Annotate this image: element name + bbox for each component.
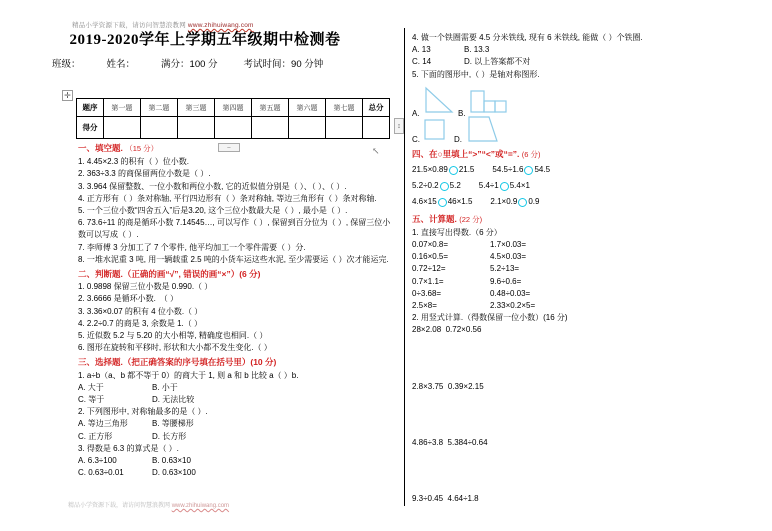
compare-right-expression: 54.5: [534, 165, 551, 175]
score-table-cell[interactable]: [363, 117, 390, 139]
compare-circle[interactable]: [500, 182, 509, 191]
figure-label-d: D.: [454, 134, 462, 144]
choice-option[interactable]: B. 0.63×10: [152, 456, 191, 466]
question-stem: 1. a÷b（a、b 都不等于 0）的商大于 1, 则 a 和 b 比较 a（ ）b.: [78, 370, 299, 380]
score-table-header-cell: 总分: [363, 99, 390, 117]
choice-option[interactable]: D. 长方形: [152, 431, 187, 441]
score-table-header-cell: 第一题: [103, 99, 140, 117]
score-table-cell[interactable]: [214, 117, 251, 139]
page-title: 2019-2020学年上学期五年级期中检测卷: [69, 32, 341, 48]
compare-right-expression: 21.5: [458, 165, 475, 175]
compare-left-expression: 54.5÷1.6: [492, 165, 524, 175]
figure-label-c: C.: [412, 134, 420, 144]
choice-option[interactable]: B. 等腰梯形: [152, 419, 194, 429]
section-4-heading: 四、在○里填上“>”“<”或“=”. (6 分): [412, 148, 541, 159]
square-icon: [424, 118, 450, 142]
choice-option[interactable]: C. 0.63÷0.01: [78, 468, 124, 478]
fill-in-blank-item: 5. 一个三位小数“四舍五入”后是3.20, 这个三位小数最大是（ ）, 最小是（ ）.: [78, 206, 348, 216]
compare-circle[interactable]: [438, 198, 447, 207]
fill-in-blank-item: 7. 李师傅 3 分加工了 7 个零件, 他平均加工一个零件需要（ ）分.: [78, 242, 306, 252]
compare-left-expression: 5.4÷1: [478, 181, 499, 191]
choice-option[interactable]: A. 13: [412, 45, 431, 55]
fill-in-blank-item: 4. 正方形有（ ）条对称轴, 平行四边形有（ ）条对称轴, 等边三角形有（ ）条对称轴.: [78, 193, 377, 203]
fill-in-blank-item: 1. 4.45×2.3 的积有（ ）位小数.: [78, 157, 189, 167]
bottom-watermark-url: www.zhihuiwang.com: [171, 503, 230, 509]
true-false-item: 5. 近似数 5.2 与 5.20 的大小相等, 精确度也相同.（ ）: [78, 331, 268, 341]
choice-option[interactable]: B. 13.3: [464, 45, 490, 55]
compare-row: [412, 196, 730, 208]
figure-label-b: B.: [458, 108, 466, 118]
right-triangle-icon: [424, 86, 454, 114]
vertical-calc-expression[interactable]: 4.86÷3.8: [412, 437, 444, 447]
fill-in-blank-item: 6. 73.6÷11 的商是循环小数 7.14545…, 可以写作（ ）, 保留到百分位为（ ）, 保留三位小数可以写成（ ）.: [78, 218, 391, 240]
bottom-watermark-text: 精品小学资源下载，请访问智慧浪教网: [68, 503, 171, 509]
mental-math-row: [412, 300, 730, 312]
answer-workspace[interactable]: [412, 449, 730, 493]
left-column: [78, 140, 398, 479]
choice-option[interactable]: C. 等于: [78, 395, 105, 405]
column-divider: [404, 28, 405, 506]
compare-right-expression: 0.9: [528, 197, 540, 207]
compare-right-expression: 5.4×1: [509, 181, 530, 191]
figure-label-a: A.: [412, 108, 420, 118]
compare-circle[interactable]: [440, 182, 449, 191]
figure-group: [412, 84, 730, 146]
mental-math-expression[interactable]: 0÷3.68=: [412, 288, 442, 298]
vertical-calc-row: [412, 381, 730, 393]
table-collapse-button[interactable]: −: [218, 143, 240, 152]
score-table-cell[interactable]: [140, 117, 177, 139]
option-row: [78, 431, 398, 443]
answer-workspace[interactable]: [412, 393, 730, 437]
compare-row: [412, 180, 730, 192]
mental-math-row: [412, 251, 730, 263]
mental-math-expression[interactable]: 0.48÷0.03=: [490, 288, 531, 298]
score-table: [76, 98, 390, 139]
option-row: [78, 455, 398, 467]
score-table-header-cell: 第三题: [177, 99, 214, 117]
choice-option[interactable]: B. 小于: [152, 382, 178, 392]
vertical-calc-expression[interactable]: 28×2.08: [412, 325, 442, 335]
answer-workspace[interactable]: [412, 337, 730, 381]
section-1-heading: 一、填空题. （15 分）: [78, 143, 159, 153]
compare-right-expression: 5.2: [449, 181, 461, 191]
fill-in-blank-item: 2. 363÷3.3 的商保留两位小数是（ ）.: [78, 169, 211, 179]
score-table-cell[interactable]: [251, 117, 288, 139]
mental-math-expression[interactable]: 9.6÷0.6=: [490, 276, 522, 286]
compare-circle[interactable]: [518, 198, 527, 207]
name-label: 姓名：: [106, 59, 136, 70]
mental-math-expression[interactable]: 4.5×0.03=: [490, 252, 527, 262]
score-table-cell[interactable]: [326, 117, 363, 139]
mental-math-expression[interactable]: 0.7×1.1=: [412, 276, 444, 286]
section-3-heading: 三、选择题.（把正确答案的序号填在括号里）(10 分): [78, 357, 277, 368]
section-5-sub2-title: 2. 用竖式计算.（得数保留一位小数）(16 分): [412, 313, 568, 323]
vertical-calc-row: [412, 493, 730, 505]
table-resize-button[interactable]: ↕: [394, 118, 404, 134]
trapezoid-icon: [467, 114, 501, 144]
total-score-label: 满分：100 分: [161, 59, 218, 70]
question-stem: 4. 做一个铁圈需要 4.5 分米铁线, 现有 6 米铁线, 能做（ ）个铁圈.: [412, 33, 643, 42]
choice-option[interactable]: D. 0.63×100: [152, 468, 196, 478]
compare-row: [412, 164, 730, 176]
vertical-calc-expression[interactable]: 5.384÷0.64: [447, 437, 488, 447]
choice-option[interactable]: D. 无法比较: [152, 395, 195, 405]
table-row: [77, 117, 390, 139]
question-stem: 2. 下列图形中, 对称轴最多的是（ ）.: [78, 407, 208, 417]
compare-left-expression: 21.5×0.89: [412, 165, 448, 175]
cursor-pointer-icon: ↖: [372, 146, 380, 156]
mental-math-expression[interactable]: 2.33×0.2×5=: [490, 301, 536, 311]
compare-left-expression: 4.6×15: [412, 197, 437, 207]
option-row: [78, 467, 398, 479]
fill-in-blank-item: 3. 3.964 保留整数、一位小数和两位小数, 它的近似值分别是（ ）、（ ）、（ ）.: [78, 181, 347, 191]
score-table-row-label: 得分: [77, 117, 104, 139]
section-5-sub1-title: 1. 直接写出得数.（6 分）: [412, 227, 502, 237]
choice-option[interactable]: D. 以上答案都不对: [464, 57, 531, 67]
true-false-item: 4. 2.2÷0.7 的商是 3, 余数是 1.（ ）: [78, 318, 202, 328]
question-stem: 5. 下面的图形中,（ ）是轴对称图形.: [412, 69, 540, 79]
mental-math-expression[interactable]: 0.72÷12=: [412, 264, 446, 274]
score-table-header-cell: 第六题: [289, 99, 326, 117]
true-false-item: 6. 图形在旋转和平移时, 形状和大小都不发生变化.（ ）: [78, 343, 272, 353]
table-row: [77, 99, 390, 117]
compare-circle[interactable]: [524, 166, 533, 175]
stepped-rectangles-icon: [470, 90, 508, 114]
mental-math-expression[interactable]: 1.7×0.03=: [490, 240, 527, 250]
vertical-calc-expression[interactable]: 2.8×3.75: [412, 381, 444, 391]
table-move-icon[interactable]: ✛: [62, 90, 73, 101]
score-table-cell[interactable]: [289, 117, 326, 139]
score-table-header-cell: 题序: [77, 99, 104, 117]
score-table-cell[interactable]: [177, 117, 214, 139]
exam-meta: [52, 56, 402, 70]
vertical-calc-expression[interactable]: 0.72×0.56: [445, 325, 482, 335]
mental-math-row: [412, 276, 730, 288]
compare-left-expression: 5.2÷0.2: [412, 181, 439, 191]
mental-math-expression[interactable]: 0.07×0.8=: [412, 240, 449, 250]
true-false-item: 1. 0.9898 保留三位小数是 0.990.（ ）: [78, 282, 213, 292]
answer-workspace[interactable]: [412, 505, 730, 531]
bottom-watermark: [68, 500, 229, 509]
mental-math-expression[interactable]: 0.16×0.5=: [412, 252, 449, 262]
choice-option[interactable]: C. 14: [412, 57, 432, 67]
option-row: [78, 394, 398, 406]
option-row: [412, 44, 730, 56]
exam-time-label: 考试时间：90 分钟: [243, 59, 324, 70]
vertical-calc-expression[interactable]: 4.64÷1.8: [447, 494, 479, 504]
fill-in-blank-item: 8. 一堆水泥重 3 吨, 用一辆载重 2.5 吨的小货车运这些水泥, 至少需要运（ ）次才能运完.: [78, 254, 389, 264]
score-table-header-cell: 第七题: [326, 99, 363, 117]
top-watermark-url: www.zhihuiwang.com: [187, 22, 254, 29]
vertical-calc-expression[interactable]: 0.39×2.15: [447, 381, 484, 391]
score-table-header-cell: 第五题: [251, 99, 288, 117]
section-2-heading: 二、判断题.（正确的画“√”, 错误的画“×”）(6 分): [78, 269, 261, 280]
true-false-item: 2. 3.6666 是循环小数. （ ）: [78, 294, 179, 304]
option-row: [78, 382, 398, 394]
vertical-calc-row: [412, 437, 730, 449]
top-watermark-text: 精品小学资源下载，请访问智慧浪教网: [72, 22, 186, 29]
mental-math-row: [412, 239, 730, 251]
right-column: [412, 32, 730, 531]
section-5-heading: 五、计算题. (22 分): [412, 213, 483, 224]
score-table-header-cell: 第二题: [140, 99, 177, 117]
mental-math-row: [412, 288, 730, 300]
vertical-calc-expression[interactable]: 9.3÷0.45: [412, 494, 444, 504]
true-false-item: 3. 3.36×0.07 的积有 4 位小数.（ ）: [78, 306, 203, 316]
mental-math-row: [412, 263, 730, 275]
score-table-cell[interactable]: [103, 117, 140, 139]
choice-option[interactable]: A. 大于: [78, 382, 104, 392]
choice-option[interactable]: A. 等边三角形: [78, 419, 128, 429]
mental-math-expression[interactable]: 2.5×8=: [412, 301, 437, 311]
choice-option[interactable]: A. 6.3÷100: [78, 456, 117, 466]
vertical-calc-row: [412, 324, 730, 336]
compare-right-expression: 46×1.5: [447, 197, 473, 207]
score-table-header-cell: 第四题: [214, 99, 251, 117]
option-row: [412, 56, 730, 68]
choice-option[interactable]: C. 正方形: [78, 431, 113, 441]
compare-left-expression: 2.1×0.9: [490, 197, 518, 207]
question-stem: 3. 得数是 6.3 的算式是（ ）.: [78, 443, 179, 453]
option-row: [78, 418, 398, 430]
mental-math-expression[interactable]: 5.2÷13=: [490, 264, 520, 274]
class-label: 班级：: [52, 59, 81, 70]
compare-circle[interactable]: [449, 166, 458, 175]
